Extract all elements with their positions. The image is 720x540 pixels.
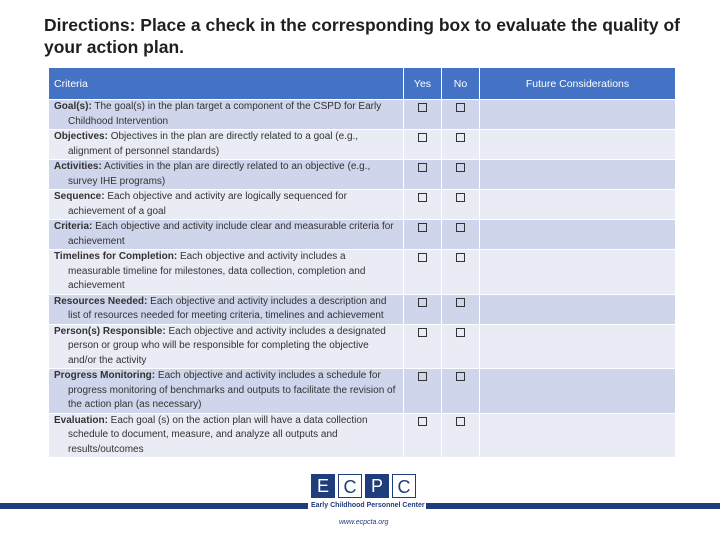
yes-cell	[404, 413, 442, 458]
criteria-column-header: Criteria	[49, 68, 404, 100]
future-considerations-cell[interactable]	[480, 294, 676, 324]
table-row	[49, 369, 676, 414]
criterion-text: Activities in the plan are directly related to an objective (e.g., survey IHE programs)	[68, 161, 371, 187]
criterion-label: Evaluation:	[54, 414, 108, 426]
no-checkbox[interactable]	[456, 328, 465, 337]
table-row	[49, 160, 676, 190]
no-checkbox[interactable]	[456, 133, 465, 142]
logo-letter-c: C	[338, 474, 362, 498]
criterion-text: Each objective and activity includes a schedule for progress monitoring of benchmarks and outputs to facilitate the revision of the action plan (as necessary)	[68, 370, 396, 410]
yes-checkbox[interactable]	[418, 417, 427, 426]
yes-cell	[404, 160, 442, 190]
table-row	[49, 324, 676, 369]
future-considerations-cell[interactable]	[480, 369, 676, 414]
no-cell	[442, 160, 480, 190]
yes-cell	[404, 294, 442, 324]
yes-checkbox[interactable]	[418, 103, 427, 112]
criterion-label: Goal(s):	[54, 101, 92, 112]
future-considerations-cell[interactable]	[480, 100, 676, 130]
criterion-text: Objectives in the plan are directly related to a goal (e.g., alignment of personnel standards)	[68, 131, 359, 157]
no-cell	[442, 294, 480, 324]
yes-checkbox[interactable]	[418, 253, 427, 262]
criterion-label: Sequence:	[54, 191, 105, 202]
table-row	[49, 100, 676, 130]
yes-cell	[404, 324, 442, 369]
criterion-text: Each objective and activity includes a designated person or group who will be responsible for completing the objective and/or the activity	[68, 325, 386, 366]
logo-letters	[311, 474, 423, 498]
no-checkbox[interactable]	[456, 253, 465, 262]
criteria-cell	[49, 324, 404, 369]
table-body	[49, 100, 676, 458]
future-considerations-cell[interactable]	[480, 130, 676, 160]
yes-cell	[404, 369, 442, 414]
yes-cell	[404, 250, 442, 295]
no-column-header: No	[442, 68, 480, 100]
logo-org-name: Early Childhood Personnel Center	[311, 502, 425, 509]
ecpc-logo	[311, 474, 423, 526]
no-cell	[442, 324, 480, 369]
future-considerations-column-header: Future Considerations	[480, 68, 676, 100]
future-considerations-cell[interactable]	[480, 160, 676, 190]
no-checkbox[interactable]	[456, 163, 465, 172]
yes-checkbox[interactable]	[418, 372, 427, 381]
yes-checkbox[interactable]	[418, 223, 427, 232]
no-checkbox[interactable]	[456, 103, 465, 112]
criterion-text: Each goal (s) on the action plan will have a data collection schedule to document, measure, and analyze all outputs and results/outcomes	[68, 414, 368, 455]
future-considerations-cell[interactable]	[480, 250, 676, 295]
criterion-text: Each objective and activity includes a measurable timeline for milestones, data collection, completion and achievement	[68, 251, 366, 291]
criterion-label: Activities:	[54, 161, 102, 172]
future-considerations-cell[interactable]	[480, 413, 676, 458]
table-row	[49, 413, 676, 458]
criteria-cell	[49, 369, 404, 414]
criterion-label: Resources Needed:	[54, 295, 148, 307]
no-cell	[442, 100, 480, 130]
table-header-row	[49, 68, 676, 100]
no-checkbox[interactable]	[456, 417, 465, 426]
yes-checkbox[interactable]	[418, 133, 427, 142]
criteria-cell	[49, 294, 404, 324]
yes-cell	[404, 100, 442, 130]
no-checkbox[interactable]	[456, 298, 465, 307]
no-checkbox[interactable]	[456, 193, 465, 202]
criterion-text: Each objective and activity include clear and measurable criteria for achievement	[68, 221, 394, 247]
criteria-cell	[49, 413, 404, 458]
evaluation-table-container	[48, 67, 675, 472]
yes-cell	[404, 220, 442, 250]
criteria-cell	[49, 130, 404, 160]
future-considerations-cell[interactable]	[480, 324, 676, 369]
no-cell	[442, 130, 480, 160]
yes-cell	[404, 190, 442, 220]
criteria-cell	[49, 220, 404, 250]
criterion-label: Objectives:	[54, 131, 108, 142]
logo-letter-e: E	[311, 474, 335, 498]
logo-url: www.ecpcta.org	[339, 519, 389, 526]
criteria-cell	[49, 250, 404, 295]
no-cell	[442, 190, 480, 220]
criteria-cell	[49, 190, 404, 220]
yes-checkbox[interactable]	[418, 193, 427, 202]
logo-letter-c2: C	[392, 474, 416, 498]
future-considerations-cell[interactable]	[480, 220, 676, 250]
yes-cell	[404, 130, 442, 160]
no-checkbox[interactable]	[456, 372, 465, 381]
no-cell	[442, 250, 480, 295]
criterion-text: Each objective and activity includes a description and list of resources needed for meeting criteria, timelines and achievement	[68, 295, 387, 321]
future-considerations-cell[interactable]	[480, 190, 676, 220]
no-checkbox[interactable]	[456, 223, 465, 232]
table-row	[49, 294, 676, 324]
criterion-label: Criteria:	[54, 221, 93, 232]
yes-column-header: Yes	[404, 68, 442, 100]
yes-checkbox[interactable]	[418, 328, 427, 337]
table-row	[49, 190, 676, 220]
no-cell	[442, 413, 480, 458]
table-row	[49, 220, 676, 250]
yes-checkbox[interactable]	[418, 163, 427, 172]
criterion-label: Person(s) Responsible:	[54, 325, 166, 337]
criteria-cell	[49, 160, 404, 190]
table-row	[49, 250, 676, 295]
table-row	[49, 130, 676, 160]
evaluation-table	[48, 67, 676, 458]
criterion-text: Each objective and activity are logically sequenced for achievement of a goal	[68, 191, 347, 217]
criterion-text: The goal(s) in the plan target a component of the CSPD for Early Childhood Intervention	[68, 101, 382, 127]
no-cell	[442, 220, 480, 250]
yes-checkbox[interactable]	[418, 298, 427, 307]
criterion-label: Timelines for Completion:	[54, 251, 178, 262]
no-cell	[442, 369, 480, 414]
logo-letter-p: P	[365, 474, 389, 498]
criterion-label: Progress Monitoring:	[54, 370, 156, 381]
criteria-cell	[49, 100, 404, 130]
page-heading: Directions: Place a check in the corresponding box to evaluate the quality of your action plan.	[44, 15, 680, 57]
